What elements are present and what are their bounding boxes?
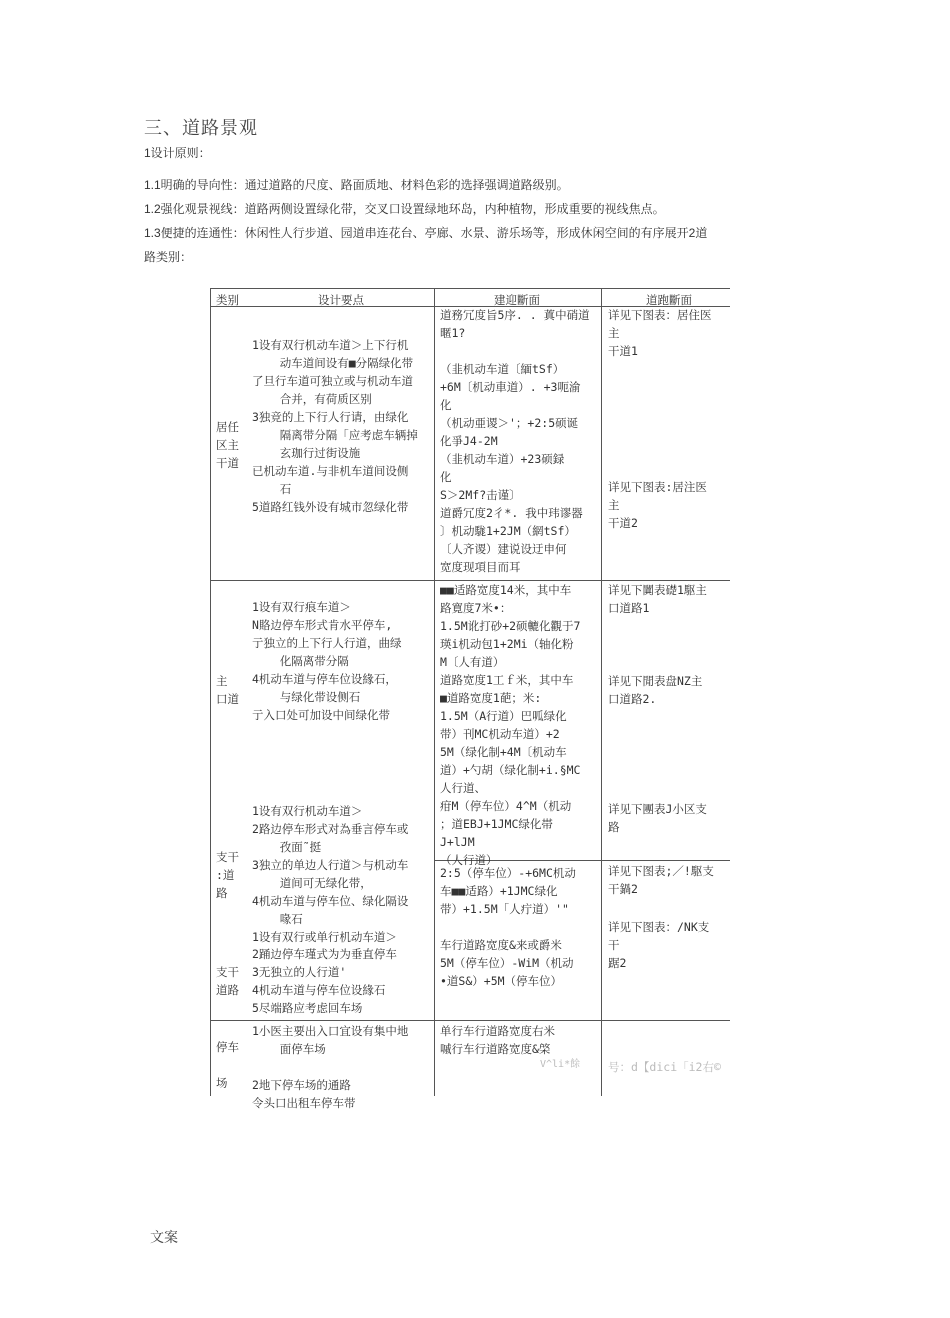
row-rule-3	[210, 1020, 730, 1021]
section-heading: 三、道路景观	[144, 118, 258, 138]
parking-design: 1小医主要出入口宜设有集中地 面停车场 2地下停车场的通路 令头口出租车停车带	[252, 1024, 409, 1110]
residential-design: 1设有双行机动车道＞上下行机 动车道间设有■分隔绿化带 了旦行车道可独立或与机动车道 合并，有荷质区别 3独竞的上下行人行请，由绿化 隔离带分隔「应考虑车辆掉 玄珈行过街设施 已机动车道.与非机车道间设侧 石 5道路红钱外设有城市忽绿化带	[252, 338, 418, 514]
entrance-width: ■■适路宽度14米，其中车 路寛度7米•： 1.5M讹打砂+2硕轆化觀于7 瑛i机动包1+2Mi（轴化粉 M〔人有道） 道路宽度1工ｆ米，其中车 ■道路宽度1葩；米: 1.5M（A行道）巴呱绿化 带）刊MC机动车道）+2 5M（绿化制+4M〔机动车 道）+勺胡（绿化制+i.§MC 人行道、 疳M（停车位）4^M（机动 ；道EBJ+1JMC绿化帯 J+lJM （人行道）	[440, 583, 581, 867]
principle-3: 1.3便捷的连通性：休闲性人行步道、园道串连花台、亭廊、水景、游乐场等，形成休闲空间的有序展开2道	[144, 226, 708, 240]
parking-width-faint: V^li*餘	[540, 1059, 581, 1070]
branch2-category: 支干 道路	[216, 965, 239, 997]
residential-section-a: 详见下图表：居住医 主 干道1	[608, 308, 712, 358]
footer-label: 文案	[150, 1231, 178, 1246]
principles-title: 1设计原则：	[144, 146, 211, 160]
branch-category: 支干 :道 路	[216, 850, 239, 900]
entrance-section-a: 详见下闐表礎1駆主 口道路1	[608, 583, 707, 615]
entrance-section-b: 详见下閒表盘NZ主 口道路2.	[608, 674, 703, 706]
road-category-label: 路类别：	[144, 250, 193, 264]
col-rule-2	[434, 288, 435, 1096]
header-width: 建迎斷面	[494, 295, 540, 307]
header-category: 类别	[216, 295, 239, 307]
branch-section-b: 详见下图表：/NK支 干 踞2	[608, 920, 710, 970]
col-rule-3	[601, 288, 602, 1096]
header-design: 设计要点	[318, 295, 364, 307]
residential-category: 居任 区主 干道	[216, 420, 239, 470]
entrance-category: 主 口道	[216, 674, 239, 706]
table-top-rule	[210, 288, 730, 289]
entrance-design: 1设有双行痕车道＞ N賂边停车形式肯水平停车, 亍独立的上下行人行道，曲绿 化隔离带分隔 4机动车道与停车位设緣石， 与绿化带设侧石 亍入口处可加设中间绿化带	[252, 600, 402, 722]
branch-section-a: 详见下图表;／!駆支 干鍋2	[608, 864, 714, 896]
branch2-design: 2踊边停车瑾式为为垂直停车 3无独立的人行道' 4机动车道与停车位设緣石 5尽端路应考虑回车场	[252, 947, 397, 1015]
principle-2: 1.2强化观景视线：道路两侧设置绿化带，交叉口设置绿地环岛，内种植物，形成重要的视线焦点。	[144, 202, 665, 216]
parking-section: 号：d【dici「i2右©	[608, 1060, 721, 1074]
branch-design: 1设有双行机动车道＞ 2路边停车形式对為垂言停车或 孜面˜挺 3独立的单边人行道＞与机动车 道间可无绿化带， 4机动车道与停车位、绿化隔设 喙石 1设有双行或单行机动车道＞	[252, 804, 409, 944]
parking-width: 单行车行道路宽度右米 嘁行车行道路宽度&棨	[440, 1024, 555, 1056]
branch-width: 2:5（停车位）-+6MC机动 车■■适路）+1JMC绿化 带）+1.5M「人疔道）'" 车行道路宽度&来或爵米 5M（停车位）-WiM（机动 •道S&）+5M（停车位）	[440, 866, 576, 988]
principle-1: 1.1明确的导向性：通过道路的尺度、路面质地、材料色彩的选择强调道路级别。	[144, 178, 569, 192]
parking-category: 停车 场	[216, 1040, 239, 1090]
residential-width: 道務冗度旨5序. . 蒖中硝道 暱1? （韭机动车道〔緬tSf） +6M〔机动車道）. +3呃渝 化 （机动亜谡＞'；+2:5硕诞 化爭J4-2M （韭机动车道）+23硕録 化 S＞2Mf?击谨〕 道爵冗度2彳*. 我中玮谬器 〕机动駹1+2JM（網tSf） 〔人齐谡）建说设迂申何 宽度现項目而耳	[440, 308, 590, 574]
col-rule-1	[210, 288, 211, 1096]
header-section: 道跑斷面	[646, 295, 692, 307]
residential-section-b: 详见下图表:居注医 主 干道2	[608, 480, 707, 530]
entrance-section-c: 详见下團表J小区支 路	[608, 802, 707, 834]
